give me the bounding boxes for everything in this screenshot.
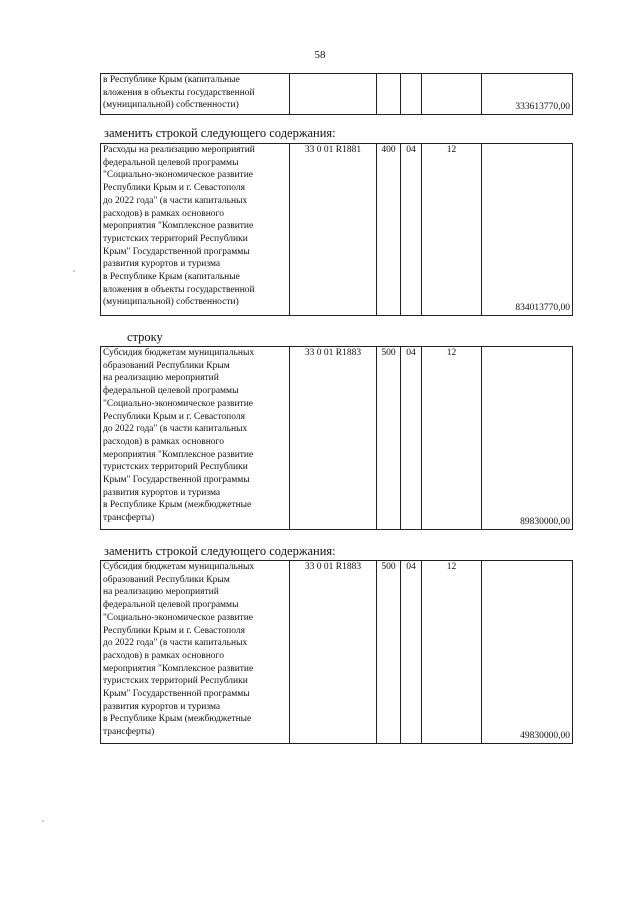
table-row — [101, 347, 573, 530]
section-cell — [401, 74, 422, 115]
expense-type-cell: 500 — [377, 347, 401, 530]
subsection-cell: 12 — [422, 561, 482, 744]
amount-cell: 834013770,00 — [482, 144, 573, 316]
target-code-cell — [290, 74, 377, 115]
budget-table-2 — [100, 143, 573, 316]
subsection-cell: 12 — [422, 347, 482, 530]
scan-speck — [73, 270, 75, 272]
expense-name-cell: Расходы на реализацию мероприятий федеральной целевой программы "Социально-экономическое развитие Республики Крым и г. Севастополя до 2022 года" (в части капитальных расходов) в рамках основного мероприятия "Комплексное развитие туристских территорий Республики Крым" Государственной программы развития курортов и туризма в Республике Крым (капитальные вложения в объекты государственной (муниципальной) собственности) — [101, 144, 290, 316]
section-cell: 04 — [401, 347, 422, 530]
expense-name-cell: Субсидия бюджетам муниципальных образований Республики Крым на реализацию мероприятий федеральной целевой программы "Социально-экономическое развитие Республики Крым и г. Севастополя до 2022 года" (в части капитальных расходов) в рамках основного мероприятия "Комплексное развитие туристских территорий Республики Крым" Государственной программы развития курортов и туризма в Республике Крым (межбюджетные трансферты) — [101, 561, 290, 744]
expense-name-cell: Субсидия бюджетам муниципальных образований Республики Крым на реализацию мероприятий федеральной целевой программы "Социально-экономическое развитие Республики Крым и г. Севастополя до 2022 года" (в части капитальных расходов) в рамках основного мероприятия "Комплексное развитие туристских территорий Республики Крым" Государственной программы развития курортов и туризма в Республике Крым (межбюджетные трансферты) — [101, 347, 290, 530]
page-number: 58 — [314, 49, 326, 61]
replace-heading-2: заменить строкой следующего содержания: — [104, 544, 336, 558]
section-cell: 04 — [401, 561, 422, 744]
budget-table-4 — [100, 560, 573, 744]
target-code-cell: 33 0 01 R1883 — [290, 561, 377, 744]
budget-table-3 — [100, 346, 573, 530]
amount-cell: 89830000,00 — [482, 347, 573, 530]
scan-speck — [42, 820, 44, 822]
budget-table-1 — [100, 73, 573, 115]
expense-type-cell: 400 — [377, 144, 401, 316]
expense-type-cell: 500 — [377, 561, 401, 744]
expense-name-cell: в Республике Крым (капитальные вложения в объекты государственной (муниципальной) собственности) — [101, 74, 290, 115]
subsection-cell: 12 — [422, 144, 482, 316]
amount-cell: 49830000,00 — [482, 561, 573, 744]
table-row — [101, 561, 573, 744]
subsection-cell — [422, 74, 482, 115]
section-cell: 04 — [401, 144, 422, 316]
table-row — [101, 74, 573, 115]
replace-heading-1: заменить строкой следующего содержания: — [104, 126, 336, 140]
amount-cell: 333613770,00 — [482, 74, 573, 115]
target-code-cell: 33 0 01 R1883 — [290, 347, 377, 530]
expense-type-cell — [377, 74, 401, 115]
row-heading: строку — [127, 330, 163, 344]
table-row — [101, 144, 573, 316]
target-code-cell: 33 0 01 R1881 — [290, 144, 377, 316]
